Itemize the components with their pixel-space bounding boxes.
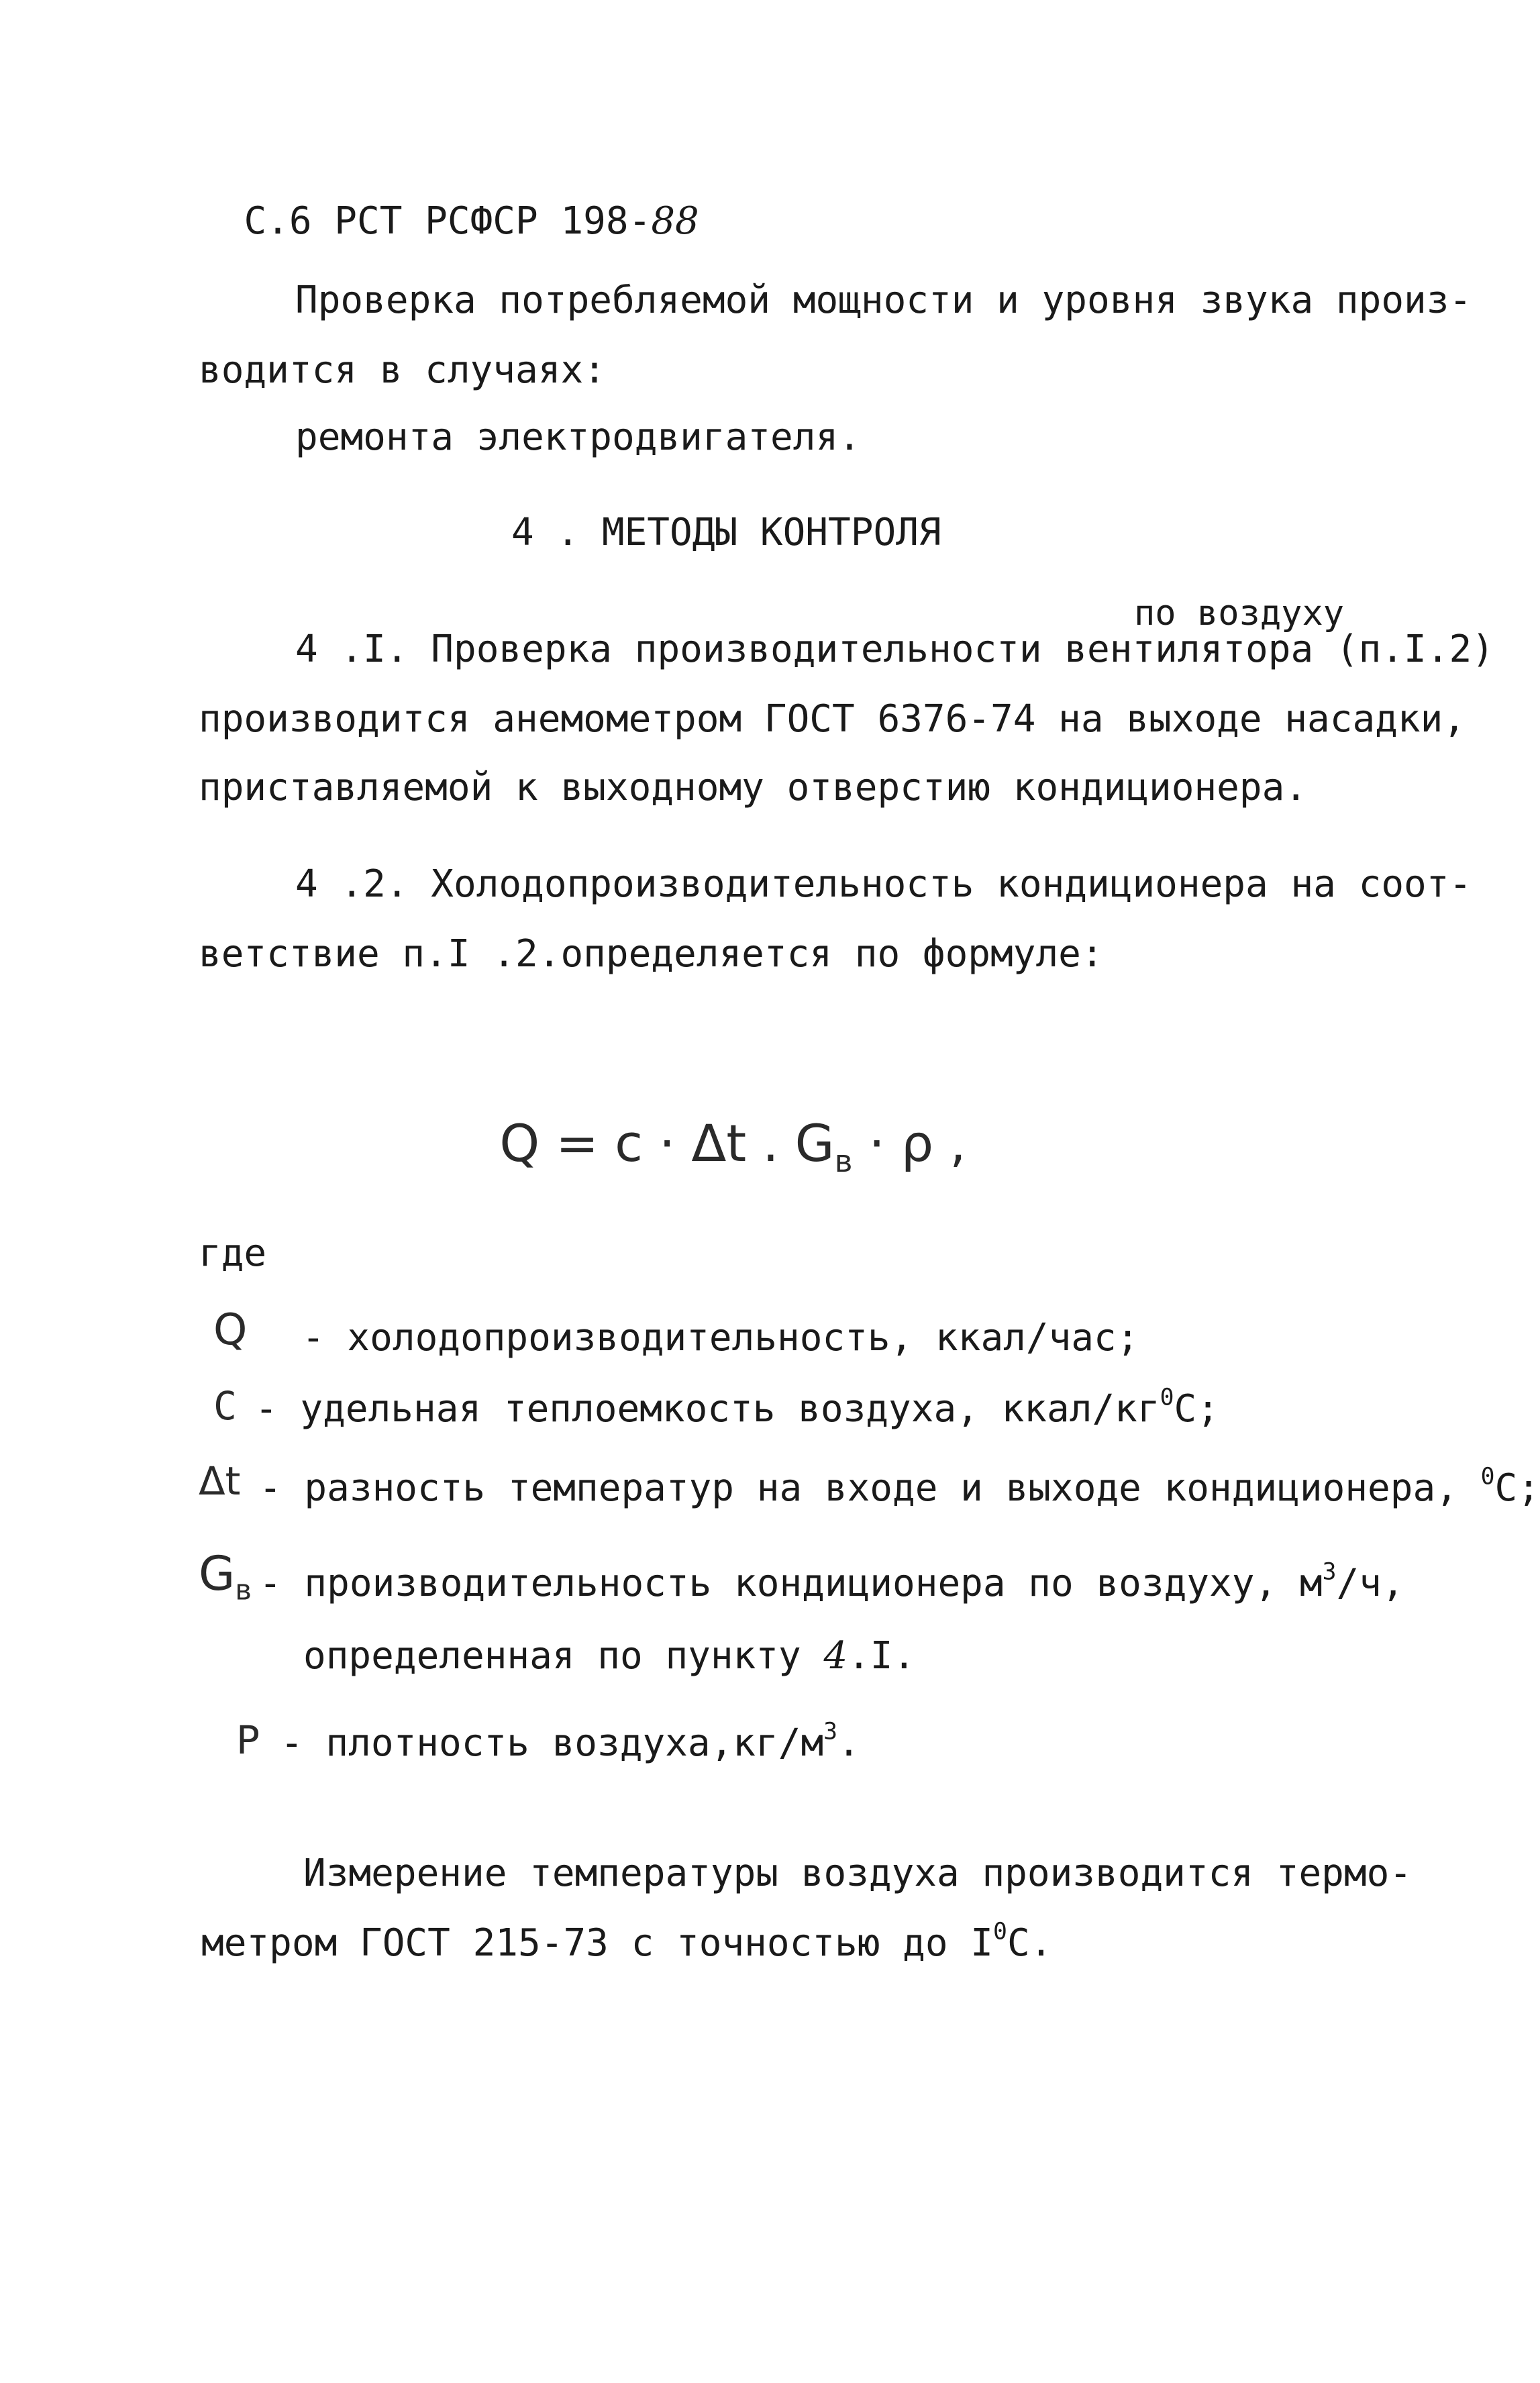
definition-rho: - плотность $воздуха,кг/м^3$. <box>280 1718 860 1765</box>
closing-line-1: Измерение температуры воздуха производится термо- <box>303 1852 1413 1895</box>
p41-line-1: 4 .I. Проверка производительности вентилятора (п.I.2) <box>295 627 1494 671</box>
document-reference <box>199 165 699 243</box>
intro-line-2: водится в случаях: <box>199 348 606 392</box>
definition-g-v: - производительность кондиционера по воздуху, $м^3/ч$, <box>259 1558 1404 1605</box>
handwritten-clause-number: 4 <box>823 1634 848 1678</box>
handwritten-year: 88 <box>651 199 699 243</box>
definition-g-v-continuation: определенная по пункту 4.I. <box>303 1634 916 1678</box>
formula-rhs: · ρ , <box>852 1113 966 1173</box>
definition-q: - холодопроизводительность, ккал/час; <box>302 1316 1139 1360</box>
p42-line-2: ветствие п.I .2.определяется по формуле: <box>199 932 1104 976</box>
p42-line-1: 4 .2. Холодопроизводительность кондиционера на соот- <box>295 862 1472 906</box>
where-label: где <box>199 1231 267 1275</box>
symbol-delta-t: Δt <box>199 1458 241 1504</box>
formula-lhs: Q = c · Δt . G <box>499 1113 835 1173</box>
intro-line-3: ремонта электродвигателя. <box>295 415 861 459</box>
symbol-c: C <box>213 1383 237 1429</box>
handwritten-insert: по воздуху <box>1134 593 1345 633</box>
document-code: С.6 РСТ РСФСР 198- <box>244 199 652 243</box>
symbol-q: Q <box>213 1305 248 1355</box>
formula-subscript: в <box>834 1143 853 1179</box>
definition-c: - удельная теплоемкость воздуха, ккал/$кг^0C$; <box>255 1384 1219 1431</box>
symbol-g-v: $G_в$ <box>199 1546 252 1607</box>
closing-line-2: метром ГОСТ 215-73 с точностью до $I^0С$. <box>201 1918 1053 1965</box>
formula <box>467 1067 966 1179</box>
intro-line-1: Проверка потребляемой мощности и уровня звука произ- <box>295 278 1472 322</box>
section-title: 4 . МЕТОДЫ КОНТРОЛЯ <box>511 511 941 554</box>
symbol-rho: P <box>236 1717 260 1763</box>
definition-delta-t: - разность температур на входе и выходе кондиционера, $^0$C; <box>259 1463 1540 1510</box>
p41-line-3: приставляемой к выходному отверстию кондиционера. <box>199 766 1308 809</box>
p41-line-2: производится анемометром ГОСТ 6376-74 на выходе насадки, <box>199 697 1466 741</box>
